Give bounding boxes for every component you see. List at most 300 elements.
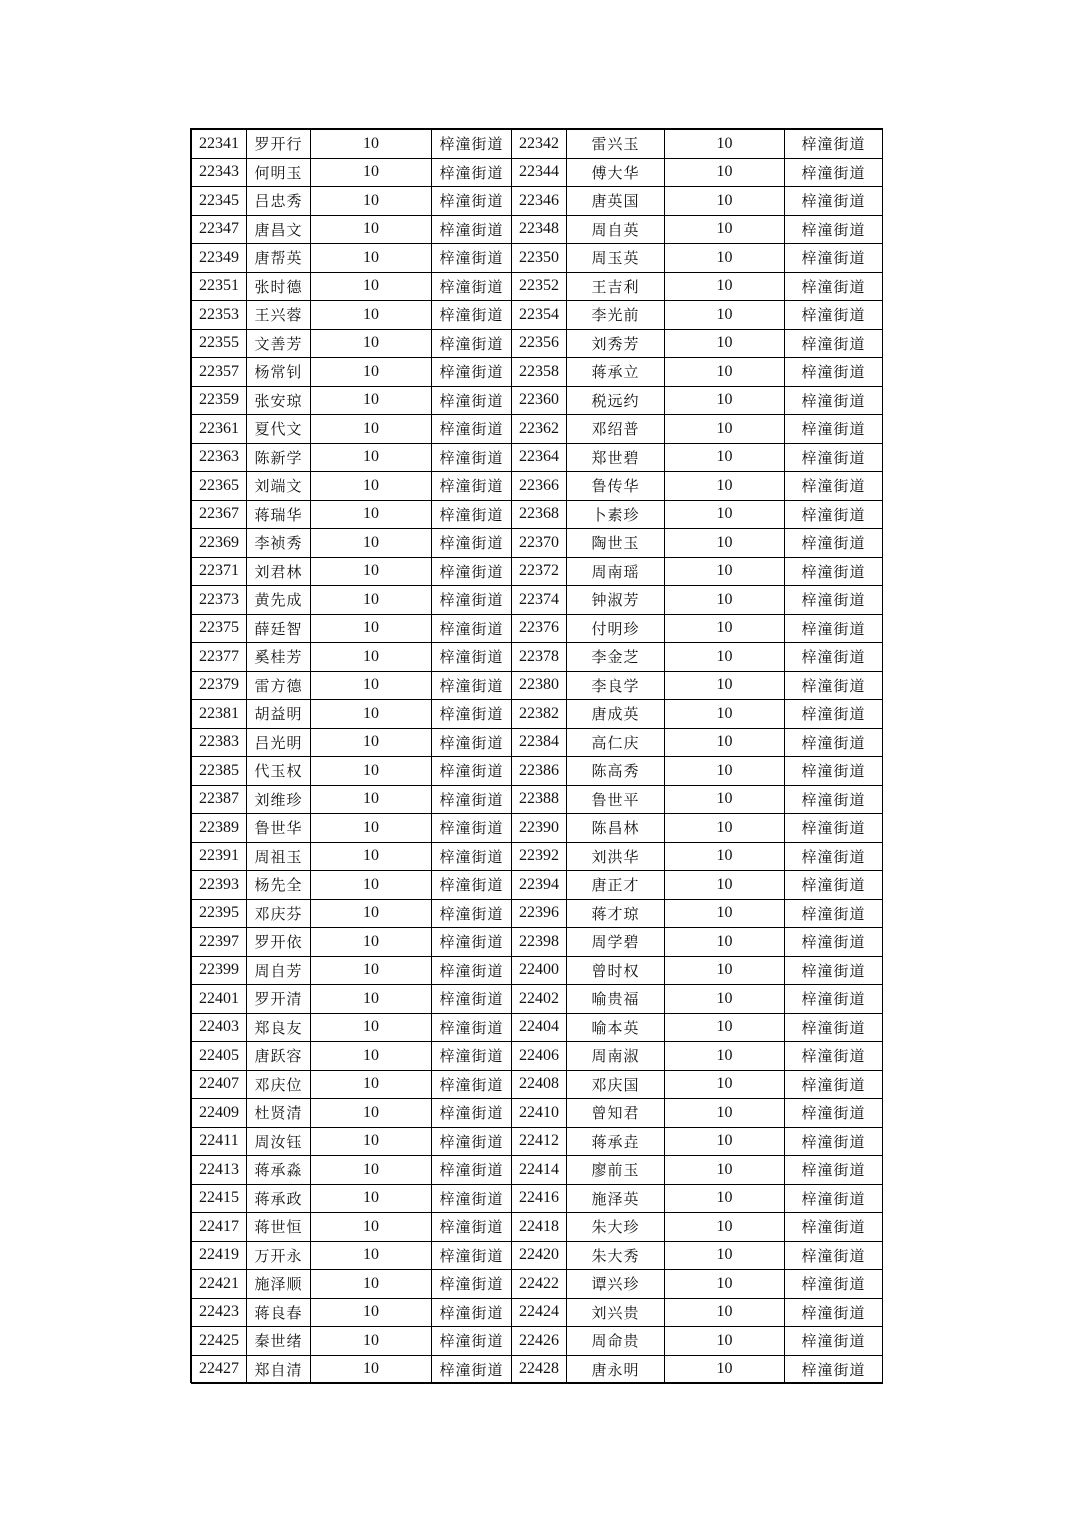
person-name-cell: 罗开依 (247, 928, 311, 957)
person-name-cell: 雷方德 (247, 671, 311, 700)
person-name-cell: 蒋瑞华 (247, 500, 311, 529)
person-name-cell: 杜贤清 (247, 1099, 311, 1128)
district-cell: 梓潼街道 (785, 1042, 883, 1071)
amount-cell: 10 (665, 700, 785, 729)
person-name-cell: 刘兴贵 (567, 1298, 665, 1327)
record-id-cell: 22417 (192, 1213, 247, 1242)
record-id-cell: 22403 (192, 1013, 247, 1042)
district-cell: 梓潼街道 (785, 586, 883, 615)
table-row (192, 1127, 883, 1156)
table-row (192, 842, 883, 871)
table-row (192, 557, 883, 586)
record-id-cell: 22364 (512, 443, 567, 472)
amount-cell: 10 (311, 728, 432, 757)
amount-cell: 10 (311, 158, 432, 187)
district-cell: 梓潼街道 (432, 956, 512, 985)
record-id-cell: 22418 (512, 1213, 567, 1242)
district-cell: 梓潼街道 (785, 671, 883, 700)
record-id-cell: 22400 (512, 956, 567, 985)
table-row (192, 1099, 883, 1128)
amount-cell: 10 (311, 1213, 432, 1242)
table-row (192, 814, 883, 843)
table-row (192, 871, 883, 900)
table-row (192, 728, 883, 757)
district-cell: 梓潼街道 (785, 329, 883, 358)
person-name-cell: 邓庆芬 (247, 899, 311, 928)
amount-cell: 10 (311, 215, 432, 244)
district-cell: 梓潼街道 (785, 842, 883, 871)
table-row (192, 1156, 883, 1185)
amount-cell: 10 (665, 785, 785, 814)
table-row (192, 500, 883, 529)
record-id-cell: 22382 (512, 700, 567, 729)
person-name-cell: 奚桂芳 (247, 643, 311, 672)
amount-cell: 10 (665, 130, 785, 159)
amount-cell: 10 (665, 1042, 785, 1071)
person-name-cell: 郑良友 (247, 1013, 311, 1042)
amount-cell: 10 (665, 956, 785, 985)
person-name-cell: 雷兴玉 (567, 130, 665, 159)
person-name-cell: 李良学 (567, 671, 665, 700)
district-cell: 梓潼街道 (432, 842, 512, 871)
record-id-cell: 22342 (512, 130, 567, 159)
district-cell: 梓潼街道 (785, 871, 883, 900)
amount-cell: 10 (311, 614, 432, 643)
amount-cell: 10 (311, 130, 432, 159)
district-cell: 梓潼街道 (785, 1156, 883, 1185)
record-id-cell: 22350 (512, 244, 567, 273)
person-name-cell: 周祖玉 (247, 842, 311, 871)
person-name-cell: 谭兴珍 (567, 1270, 665, 1299)
amount-cell: 10 (665, 187, 785, 216)
district-cell: 梓潼街道 (432, 244, 512, 273)
record-id-cell: 22411 (192, 1127, 247, 1156)
record-id-cell: 22409 (192, 1099, 247, 1128)
district-cell: 梓潼街道 (432, 329, 512, 358)
record-id-cell: 22366 (512, 472, 567, 501)
amount-cell: 10 (665, 158, 785, 187)
record-id-cell: 22378 (512, 643, 567, 672)
person-name-cell: 傅大华 (567, 158, 665, 187)
record-id-cell: 22348 (512, 215, 567, 244)
district-cell: 梓潼街道 (432, 614, 512, 643)
district-cell: 梓潼街道 (785, 928, 883, 957)
district-cell: 梓潼街道 (785, 386, 883, 415)
amount-cell: 10 (665, 500, 785, 529)
record-id-cell: 22375 (192, 614, 247, 643)
person-name-cell: 邓庆位 (247, 1070, 311, 1099)
amount-cell: 10 (665, 358, 785, 387)
table-row (192, 586, 883, 615)
district-cell: 梓潼街道 (785, 757, 883, 786)
record-id-cell: 22419 (192, 1241, 247, 1270)
district-cell: 梓潼街道 (432, 1298, 512, 1327)
record-id-cell: 22355 (192, 329, 247, 358)
record-id-cell: 22420 (512, 1241, 567, 1270)
record-id-cell: 22427 (192, 1355, 247, 1384)
district-cell: 梓潼街道 (785, 1327, 883, 1356)
district-cell: 梓潼街道 (432, 814, 512, 843)
amount-cell: 10 (311, 301, 432, 330)
person-name-cell: 钟淑芳 (567, 586, 665, 615)
amount-cell: 10 (311, 700, 432, 729)
person-name-cell: 蒋承政 (247, 1184, 311, 1213)
person-name-cell: 朱大秀 (567, 1241, 665, 1270)
amount-cell: 10 (665, 643, 785, 672)
district-cell: 梓潼街道 (785, 272, 883, 301)
district-cell: 梓潼街道 (432, 301, 512, 330)
amount-cell: 10 (665, 329, 785, 358)
record-id-cell: 22362 (512, 415, 567, 444)
person-name-cell: 蒋承立 (567, 358, 665, 387)
amount-cell: 10 (665, 1213, 785, 1242)
table-row (192, 1184, 883, 1213)
table-row (192, 244, 883, 273)
record-id-cell: 22398 (512, 928, 567, 957)
table-row (192, 215, 883, 244)
district-cell: 梓潼街道 (432, 358, 512, 387)
record-id-cell: 22387 (192, 785, 247, 814)
district-cell: 梓潼街道 (785, 1298, 883, 1327)
amount-cell: 10 (311, 1327, 432, 1356)
person-name-cell: 李光前 (567, 301, 665, 330)
district-cell: 梓潼街道 (785, 1070, 883, 1099)
district-cell: 梓潼街道 (432, 928, 512, 957)
record-id-cell: 22386 (512, 757, 567, 786)
record-id-cell: 22352 (512, 272, 567, 301)
district-cell: 梓潼街道 (432, 1156, 512, 1185)
person-name-cell: 郑世碧 (567, 443, 665, 472)
amount-cell: 10 (665, 899, 785, 928)
record-id-cell: 22343 (192, 158, 247, 187)
amount-cell: 10 (311, 1070, 432, 1099)
person-name-cell: 刘君林 (247, 557, 311, 586)
person-name-cell: 周南瑶 (567, 557, 665, 586)
table-row (192, 928, 883, 957)
record-id-cell: 22407 (192, 1070, 247, 1099)
district-cell: 梓潼街道 (432, 500, 512, 529)
district-cell: 梓潼街道 (785, 1099, 883, 1128)
amount-cell: 10 (311, 643, 432, 672)
district-cell: 梓潼街道 (432, 1013, 512, 1042)
record-id-cell: 22393 (192, 871, 247, 900)
amount-cell: 10 (665, 272, 785, 301)
amount-cell: 10 (311, 985, 432, 1014)
person-name-cell: 胡益明 (247, 700, 311, 729)
district-cell: 梓潼街道 (785, 700, 883, 729)
person-name-cell: 唐帮英 (247, 244, 311, 273)
person-name-cell: 税远约 (567, 386, 665, 415)
person-name-cell: 郑自清 (247, 1355, 311, 1384)
district-cell: 梓潼街道 (432, 757, 512, 786)
amount-cell: 10 (665, 985, 785, 1014)
record-id-cell: 22359 (192, 386, 247, 415)
table-row (192, 386, 883, 415)
table-row (192, 1327, 883, 1356)
district-cell: 梓潼街道 (785, 643, 883, 672)
record-id-cell: 22379 (192, 671, 247, 700)
district-cell: 梓潼街道 (432, 700, 512, 729)
district-cell: 梓潼街道 (432, 472, 512, 501)
record-id-cell: 22341 (192, 130, 247, 159)
amount-cell: 10 (665, 1270, 785, 1299)
district-cell: 梓潼街道 (785, 728, 883, 757)
record-id-cell: 22357 (192, 358, 247, 387)
person-name-cell: 鲁世平 (567, 785, 665, 814)
record-id-cell: 22369 (192, 529, 247, 558)
amount-cell: 10 (311, 671, 432, 700)
person-name-cell: 陈昌林 (567, 814, 665, 843)
person-name-cell: 刘端文 (247, 472, 311, 501)
person-name-cell: 周学碧 (567, 928, 665, 957)
table-row (192, 956, 883, 985)
table-row (192, 785, 883, 814)
district-cell: 梓潼街道 (432, 985, 512, 1014)
district-cell: 梓潼街道 (432, 671, 512, 700)
person-name-cell: 施泽英 (567, 1184, 665, 1213)
record-id-cell: 22380 (512, 671, 567, 700)
table-row (192, 272, 883, 301)
record-id-cell: 22383 (192, 728, 247, 757)
district-cell: 梓潼街道 (432, 1042, 512, 1071)
amount-cell: 10 (311, 358, 432, 387)
record-id-cell: 22356 (512, 329, 567, 358)
amount-cell: 10 (311, 244, 432, 273)
person-name-cell: 吕光明 (247, 728, 311, 757)
table-row (192, 1355, 883, 1384)
record-id-cell: 22396 (512, 899, 567, 928)
table-row (192, 1042, 883, 1071)
amount-cell: 10 (665, 728, 785, 757)
district-cell: 梓潼街道 (432, 785, 512, 814)
record-id-cell: 22426 (512, 1327, 567, 1356)
district-cell: 梓潼街道 (785, 244, 883, 273)
amount-cell: 10 (311, 899, 432, 928)
record-id-cell: 22395 (192, 899, 247, 928)
amount-cell: 10 (665, 301, 785, 330)
person-name-cell: 文善芳 (247, 329, 311, 358)
person-name-cell: 卜素珍 (567, 500, 665, 529)
district-cell: 梓潼街道 (432, 1184, 512, 1213)
amount-cell: 10 (311, 928, 432, 957)
amount-cell: 10 (311, 814, 432, 843)
record-id-cell: 22388 (512, 785, 567, 814)
district-cell: 梓潼街道 (785, 358, 883, 387)
person-name-cell: 周自芳 (247, 956, 311, 985)
record-id-cell: 22406 (512, 1042, 567, 1071)
record-id-cell: 22402 (512, 985, 567, 1014)
table-row (192, 130, 883, 159)
amount-cell: 10 (311, 956, 432, 985)
person-name-cell: 周汝钰 (247, 1127, 311, 1156)
record-id-cell: 22428 (512, 1355, 567, 1384)
person-name-cell: 周南淑 (567, 1042, 665, 1071)
person-name-cell: 刘洪华 (567, 842, 665, 871)
person-name-cell: 喻本英 (567, 1013, 665, 1042)
table-row (192, 1270, 883, 1299)
amount-cell: 10 (311, 187, 432, 216)
district-cell: 梓潼街道 (785, 614, 883, 643)
table-row (192, 1298, 883, 1327)
record-id-cell: 22367 (192, 500, 247, 529)
record-id-cell: 22414 (512, 1156, 567, 1185)
district-cell: 梓潼街道 (432, 1327, 512, 1356)
amount-cell: 10 (665, 529, 785, 558)
district-cell: 梓潼街道 (785, 1213, 883, 1242)
record-id-cell: 22425 (192, 1327, 247, 1356)
amount-cell: 10 (311, 785, 432, 814)
person-name-cell: 黄先成 (247, 586, 311, 615)
person-name-cell: 何明玉 (247, 158, 311, 187)
person-name-cell: 邓庆国 (567, 1070, 665, 1099)
person-name-cell: 蒋良春 (247, 1298, 311, 1327)
district-cell: 梓潼街道 (785, 956, 883, 985)
district-cell: 梓潼街道 (432, 728, 512, 757)
record-id-cell: 22373 (192, 586, 247, 615)
ledger-body (192, 130, 883, 1384)
amount-cell: 10 (665, 244, 785, 273)
person-name-cell: 张安琼 (247, 386, 311, 415)
person-name-cell: 陈高秀 (567, 757, 665, 786)
district-cell: 梓潼街道 (785, 1241, 883, 1270)
person-name-cell: 廖前玉 (567, 1156, 665, 1185)
table-row (192, 472, 883, 501)
amount-cell: 10 (665, 671, 785, 700)
amount-cell: 10 (311, 1156, 432, 1185)
person-name-cell: 唐昌文 (247, 215, 311, 244)
amount-cell: 10 (665, 1327, 785, 1356)
district-cell: 梓潼街道 (432, 187, 512, 216)
district-cell: 梓潼街道 (785, 443, 883, 472)
table-row (192, 301, 883, 330)
table-row (192, 529, 883, 558)
record-id-cell: 22377 (192, 643, 247, 672)
record-id-cell: 22412 (512, 1127, 567, 1156)
record-id-cell: 22405 (192, 1042, 247, 1071)
amount-cell: 10 (665, 757, 785, 786)
district-cell: 梓潼街道 (432, 215, 512, 244)
person-name-cell: 周自英 (567, 215, 665, 244)
table-row (192, 1013, 883, 1042)
district-cell: 梓潼街道 (432, 158, 512, 187)
person-name-cell: 付明珍 (567, 614, 665, 643)
table-row (192, 614, 883, 643)
amount-cell: 10 (311, 415, 432, 444)
record-id-cell: 22347 (192, 215, 247, 244)
district-cell: 梓潼街道 (785, 529, 883, 558)
person-name-cell: 罗开清 (247, 985, 311, 1014)
record-id-cell: 22376 (512, 614, 567, 643)
record-id-cell: 22358 (512, 358, 567, 387)
amount-cell: 10 (311, 1127, 432, 1156)
amount-cell: 10 (311, 1013, 432, 1042)
record-id-cell: 22424 (512, 1298, 567, 1327)
record-id-cell: 22368 (512, 500, 567, 529)
record-id-cell: 22416 (512, 1184, 567, 1213)
person-name-cell: 刘秀芳 (567, 329, 665, 358)
district-cell: 梓潼街道 (432, 899, 512, 928)
district-cell: 梓潼街道 (432, 557, 512, 586)
district-cell: 梓潼街道 (432, 1355, 512, 1384)
amount-cell: 10 (665, 386, 785, 415)
amount-cell: 10 (665, 814, 785, 843)
district-cell: 梓潼街道 (432, 1241, 512, 1270)
district-cell: 梓潼街道 (432, 272, 512, 301)
person-name-cell: 杨常钊 (247, 358, 311, 387)
amount-cell: 10 (311, 1099, 432, 1128)
person-name-cell: 蒋承垚 (567, 1127, 665, 1156)
person-name-cell: 喻贵福 (567, 985, 665, 1014)
district-cell: 梓潼街道 (785, 785, 883, 814)
record-id-cell: 22354 (512, 301, 567, 330)
district-cell: 梓潼街道 (432, 1099, 512, 1128)
amount-cell: 10 (311, 871, 432, 900)
district-cell: 梓潼街道 (432, 643, 512, 672)
amount-cell: 10 (311, 472, 432, 501)
record-id-cell: 22371 (192, 557, 247, 586)
amount-cell: 10 (311, 1042, 432, 1071)
amount-cell: 10 (311, 1184, 432, 1213)
person-name-cell: 秦世绪 (247, 1327, 311, 1356)
person-name-cell: 万开永 (247, 1241, 311, 1270)
district-cell: 梓潼街道 (785, 1184, 883, 1213)
record-id-cell: 22413 (192, 1156, 247, 1185)
district-cell: 梓潼街道 (432, 443, 512, 472)
record-id-cell: 22399 (192, 956, 247, 985)
record-id-cell: 22349 (192, 244, 247, 273)
record-id-cell: 22385 (192, 757, 247, 786)
person-name-cell: 代玉权 (247, 757, 311, 786)
table-row (192, 671, 883, 700)
person-name-cell: 周玉英 (567, 244, 665, 273)
amount-cell: 10 (311, 1270, 432, 1299)
record-id-cell: 22423 (192, 1298, 247, 1327)
district-cell: 梓潼街道 (785, 215, 883, 244)
person-name-cell: 蒋承淼 (247, 1156, 311, 1185)
table-row (192, 643, 883, 672)
record-id-cell: 22390 (512, 814, 567, 843)
table-row (192, 329, 883, 358)
record-id-cell: 22363 (192, 443, 247, 472)
amount-cell: 10 (311, 443, 432, 472)
district-cell: 梓潼街道 (432, 415, 512, 444)
district-cell: 梓潼街道 (785, 814, 883, 843)
record-id-cell: 22372 (512, 557, 567, 586)
amount-cell: 10 (665, 928, 785, 957)
district-cell: 梓潼街道 (432, 871, 512, 900)
amount-cell: 10 (665, 614, 785, 643)
amount-cell: 10 (311, 1298, 432, 1327)
record-id-cell: 22408 (512, 1070, 567, 1099)
record-id-cell: 22345 (192, 187, 247, 216)
district-cell: 梓潼街道 (432, 386, 512, 415)
record-id-cell: 22365 (192, 472, 247, 501)
district-cell: 梓潼街道 (785, 1270, 883, 1299)
amount-cell: 10 (665, 586, 785, 615)
record-id-cell: 22381 (192, 700, 247, 729)
amount-cell: 10 (665, 1070, 785, 1099)
amount-cell: 10 (665, 443, 785, 472)
table-row (192, 358, 883, 387)
person-name-cell: 施泽顺 (247, 1270, 311, 1299)
district-cell: 梓潼街道 (785, 899, 883, 928)
record-id-cell: 22391 (192, 842, 247, 871)
person-name-cell: 夏代文 (247, 415, 311, 444)
table-row (192, 1241, 883, 1270)
district-cell: 梓潼街道 (785, 500, 883, 529)
person-name-cell: 杨先全 (247, 871, 311, 900)
amount-cell: 10 (665, 1241, 785, 1270)
